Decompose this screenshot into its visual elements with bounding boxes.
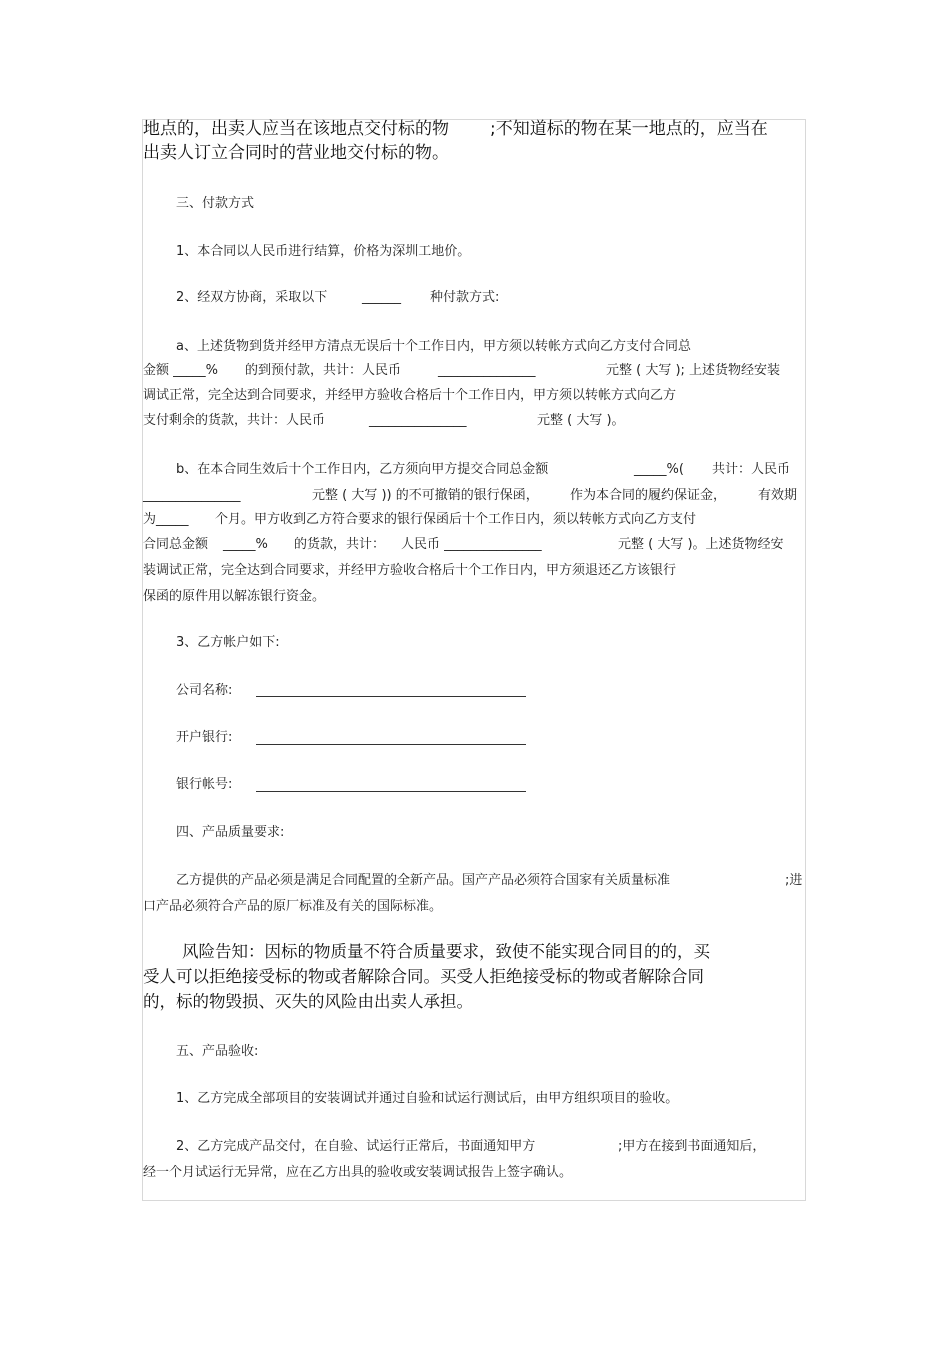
document-page (142, 119, 806, 1201)
clause-b-line4e: 元整 ( 大写 )。上述货物经安 (618, 537, 784, 552)
clause-b-line5: 装调试正常，完全达到合同要求，并经甲方验收合格后十个工作日内，甲方须退还乙方该银行 (143, 563, 677, 578)
intro-line-2: 出卖人订立合同时的营业地交付标的物。 (143, 143, 449, 163)
section3-p2b: 种付款方式: (430, 290, 500, 305)
clause-b-line4b: _____% (223, 537, 268, 552)
section5-p3: 经一个月试运行无异常，应在乙方出具的验收或安装调试报告上签字确认。 (143, 1165, 573, 1180)
section4-p2: 口产品必须符合产品的原厂标准及有关的国际标准。 (143, 899, 443, 914)
clause-a-line2-blank: _______________ (438, 363, 536, 378)
clause-a-line3: 调试正常，完全达到合同要求，并经甲方验收合格后十个工作日内，甲方须以转帐方式向乙方 (143, 388, 677, 403)
intro-line-1a: 地点的，出卖人应当在该地点交付标的物 (143, 119, 449, 139)
risk-notice-line2: 受人可以拒绝接受标的物或者解除合同。买受人拒绝接受标的物或者解除合同 (143, 967, 704, 986)
clause-b-line4a: 合同总金额 (143, 537, 209, 552)
clause-b-line1c: 共计：人民币 (712, 462, 791, 477)
section3-p1: 1、本合同以人民币进行结算，价格为深圳工地价。 (176, 244, 471, 259)
clause-b-line1b: _____%( (634, 462, 684, 477)
section4-p1b: ;进 (785, 873, 803, 888)
bank-label: 开户银行: (176, 730, 233, 745)
clause-b-line3b: 个月。甲方收到乙方符合要求的银行保函后十个工作日内，须以转帐方式向乙方支付 (215, 512, 697, 527)
section3-p2-blank: ______ (362, 290, 401, 305)
clause-b-line2b: 作为本合同的履约保证金， (570, 488, 727, 503)
clause-b-line6: 保函的原件用以解冻银行资金。 (143, 589, 326, 604)
clause-b-line2c: 有效期 (758, 488, 798, 503)
clause-a-line4b: 元整 ( 大写 )。 (537, 413, 625, 428)
section5-title: 五、产品验收: (176, 1044, 259, 1059)
section4-title: 四、产品质量要求: (176, 825, 285, 840)
clause-a-line2b: 的到预付款，共计：人民币 (245, 363, 402, 378)
section3-title: 三、付款方式 (176, 196, 255, 211)
bank-field (256, 744, 526, 745)
clause-a-line2c: 元整 ( 大写 ); 上述货物经安装 (606, 363, 781, 378)
company-name-label: 公司名称: (176, 683, 233, 698)
company-name-field (256, 696, 526, 697)
risk-notice-line3: 的，标的物毁损、灭失的风险由出卖人承担。 (143, 992, 473, 1011)
clause-b-line2a: 元整 ( 大写 )) 的不可撤销的银行保函， (312, 488, 539, 503)
section5-p1: 1、乙方完成全部项目的安装调试并通过自验和试运行测试后，由甲方组织项目的验收。 (176, 1091, 679, 1106)
intro-line-1b: ;不知道标的物在某一地点的，应当在 (490, 119, 768, 139)
clause-b-line4d: 人民币 _______________ (401, 537, 542, 552)
section5-p2a: 2、乙方完成产品交付，在自验、试运行正常后，书面通知甲方 (176, 1139, 536, 1154)
section3-p2a: 2、经双方协商，采取以下 (176, 290, 328, 305)
clause-a-line4a: 支付剩余的货款，共计：人民币 (143, 413, 326, 428)
section4-p1a: 乙方提供的产品必须是满足合同配置的全新产品。国产产品必须符合国家有关质量标准 (176, 873, 671, 888)
clause-a-line2a: 金额 _____% (143, 363, 218, 378)
account-title: 3、乙方帐户如下: (176, 635, 280, 650)
section5-p2b: ;甲方在接到书面通知后， (618, 1139, 766, 1154)
clause-b-line1a: b、在本合同生效后十个工作日内，乙方须向甲方提交合同总金额 (176, 462, 549, 477)
clause-b-line2-blank: _______________ (143, 488, 241, 503)
clause-a-line1: a、上述货物到货并经甲方清点无误后十个工作日内，甲方须以转帐方式向乙方支付合同总 (176, 339, 691, 354)
clause-a-line4-blank: _______________ (369, 413, 467, 428)
clause-b-line4c: 的货款，共计： (294, 537, 386, 552)
clause-b-line3a: 为_____ (143, 512, 189, 527)
risk-notice-line1: 风险告知：因标的物质量不符合质量要求，致使不能实现合同目的的，买 (182, 942, 710, 961)
account-number-field (256, 791, 526, 792)
account-number-label: 银行帐号: (176, 777, 233, 792)
